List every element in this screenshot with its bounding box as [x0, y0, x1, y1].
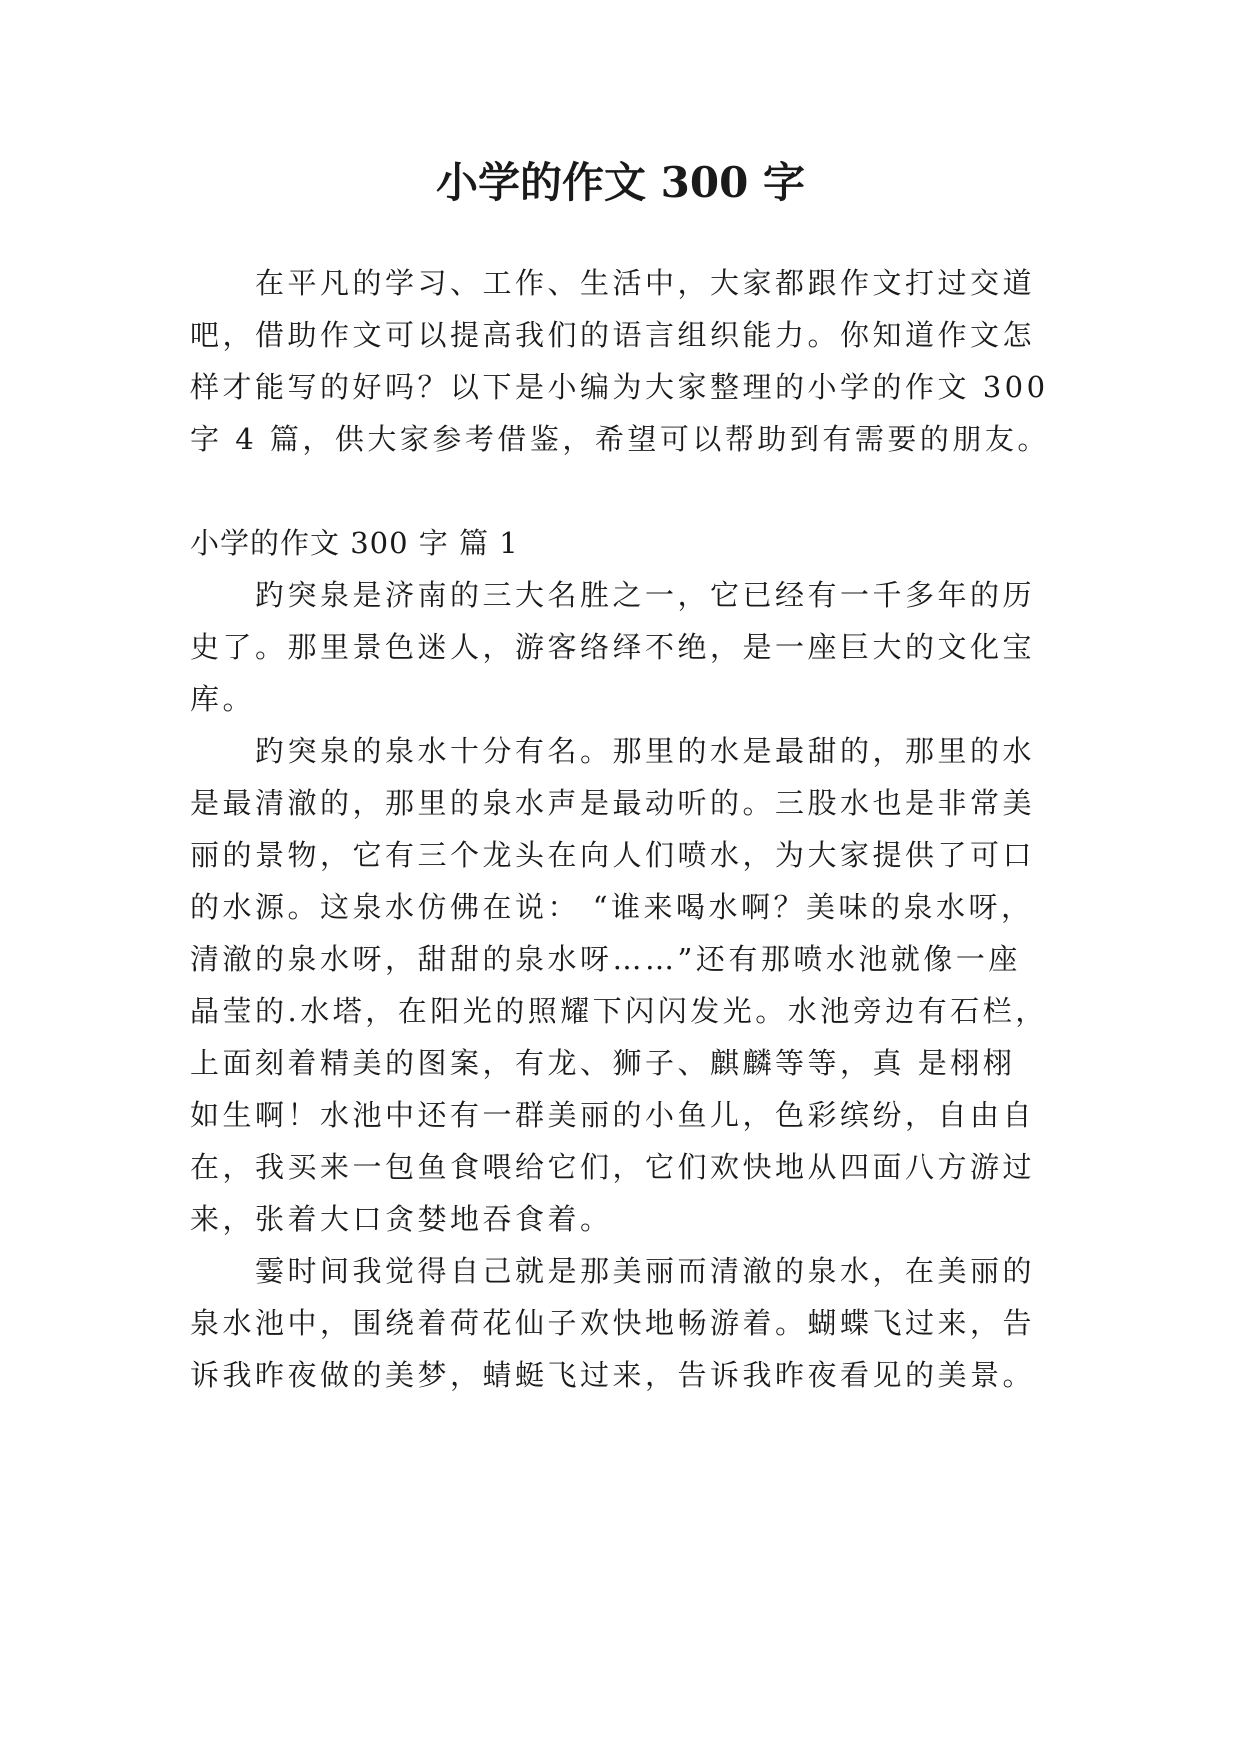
paragraph-line: 的水源。这泉水仿佛在说： “谁来喝水啊？美味的泉水呀， — [190, 890, 1034, 924]
intro-line: 在平凡的学习、工作、生活中，大家都跟作文打过交道 — [255, 266, 1036, 300]
paragraph-line: 霎时间我觉得自己就是那美丽而清澈的泉水，在美丽的 — [255, 1254, 1036, 1288]
paragraph-line: 来，张着大口贪婪地吞食着。 — [190, 1202, 613, 1236]
paragraph-line: 趵突泉是济南的三大名胜之一，它已经有一千多年的历 — [255, 578, 1036, 612]
paragraph-line: 史了。那里景色迷人，游客络绎不绝，是一座巨大的文化宝 — [190, 630, 1036, 664]
paragraph-line: 晶莹的.水塔，在阳光的照耀下闪闪发光。水池旁边有石栏， — [190, 994, 1048, 1028]
paragraph-line: 在，我买来一包鱼食喂给它们，它们欢快地从四面八方游过 — [190, 1150, 1036, 1184]
paragraph-line: 如生啊！水池中还有一群美丽的小鱼儿，色彩缤纷，自由自 — [190, 1098, 1036, 1132]
paragraph-line: 泉水池中，围绕着荷花仙子欢快地畅游着。蝴蝶飞过来，告 — [190, 1306, 1036, 1340]
section-heading: 小学的作文 300 字 篇 1 — [190, 526, 519, 560]
paragraph-line: 诉我昨夜做的美梦，蜻蜓飞过来，告诉我昨夜看见的美景。 — [190, 1358, 1036, 1392]
paragraph-line: 趵突泉的泉水十分有名。那里的水是最甜的，那里的水 — [255, 734, 1036, 768]
paragraph-line: 是最清澈的，那里的泉水声是最动听的。三股水也是非常美 — [190, 786, 1036, 820]
intro-line: 字 4 篇，供大家参考借鉴，希望可以帮助到有需要的朋友。 — [190, 422, 1050, 456]
paragraph-line: 上面刻着精美的图案，有龙、狮子、麒麟等等，真 是栩栩 — [190, 1046, 1016, 1080]
paragraph-line: 库。 — [190, 682, 256, 716]
intro-line: 吧，借助作文可以提高我们的语言组织能力。你知道作文怎 — [190, 318, 1036, 352]
intro-line: 样才能写的好吗？以下是小编为大家整理的小学的作文 300 — [190, 370, 1049, 404]
paragraph-line: 丽的景物，它有三个龙头在向人们喷水，为大家提供了可口 — [190, 838, 1036, 872]
paragraph-line: 清澈的泉水呀，甜甜的泉水呀……”还有那喷水池就像一座 — [190, 942, 1021, 976]
document-title: 小学的作文 300 字 — [436, 158, 805, 207]
